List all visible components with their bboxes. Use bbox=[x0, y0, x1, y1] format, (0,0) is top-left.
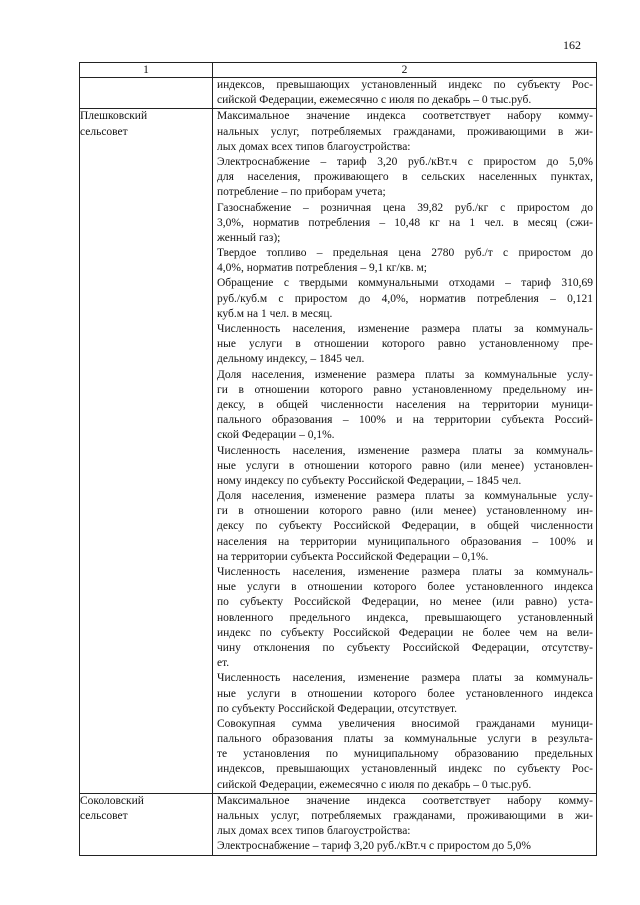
text-line: сийской Федерации, ежемесячно с июля по декабрь – 0 тыс.руб. bbox=[217, 94, 532, 107]
paragraph bbox=[217, 155, 593, 201]
text-line: по субъекту Российской Федерации, но менее (или равно) уста- bbox=[217, 596, 593, 609]
text-line: ные услуги в отношении которого более установленного индекса bbox=[217, 581, 593, 594]
municipality-cell bbox=[80, 109, 213, 793]
text-line: потребление – по приборам учета; bbox=[217, 186, 386, 199]
text-line: лых домах всех типов благоустройства: bbox=[217, 825, 411, 838]
paragraph bbox=[217, 78, 593, 108]
text-line: лых домах всех типов благоустройства: bbox=[217, 140, 411, 153]
text-line: ные услуги в отношении которого более установленного индекса bbox=[217, 687, 593, 700]
municipality-cell bbox=[80, 78, 213, 109]
paragraph bbox=[217, 201, 593, 247]
text-line: те установления по муниципальному образованию предельных bbox=[217, 748, 593, 761]
text-line: Численность населения, изменение размера платы за коммуналь- bbox=[217, 566, 593, 578]
text-line: дексу по субъекту Российской Федерации, в общей численности bbox=[217, 520, 593, 533]
description-text bbox=[213, 794, 596, 855]
paragraph bbox=[217, 489, 593, 565]
text-line: дельному индексу, – 1845 чел. bbox=[217, 353, 365, 366]
column-header-1: 1 bbox=[80, 63, 213, 78]
paragraph bbox=[217, 671, 593, 717]
text-line: ные услуги в отношении которого равно (или менее) установлен- bbox=[217, 459, 593, 472]
text-line: населения на территории муниципального образования – 100% и bbox=[217, 535, 593, 548]
text-line: Совокупная сумма увеличения вносимой гражданами муници- bbox=[217, 717, 593, 730]
text-line: индексов, превышающих установленный индекс по субъекту Рос- bbox=[217, 79, 593, 91]
text-line: женный газ); bbox=[217, 231, 281, 244]
table-row bbox=[80, 109, 597, 793]
text-line: ги в отношении которого равно установленному предельному ин- bbox=[217, 383, 593, 396]
text-line: ному индексу по субъекту Российской Федерации, – 1845 чел. bbox=[217, 474, 522, 487]
text-line: индексов, превышающих установленный индекс по субъекту Рос- bbox=[217, 763, 593, 776]
text-line: пального образования – 100% и на территории субъекта Россий- bbox=[217, 414, 593, 427]
text-line: чину отклонения по субъекту Российской Федерации, отсутству- bbox=[217, 641, 593, 654]
text-line: ные услуги в отношении которого равно установленному пре- bbox=[217, 338, 593, 351]
text-line: пального образования платы за коммунальные услуги в результа- bbox=[217, 733, 593, 746]
text-line: на территории субъекта Российской Федерации – 0,1%. bbox=[217, 550, 489, 563]
municipality-name-line: сельсовет bbox=[80, 810, 128, 823]
text-line: куб.м на 1 чел. в месяц. bbox=[217, 307, 333, 320]
page-number: 162 bbox=[563, 38, 581, 52]
table-row bbox=[80, 78, 597, 109]
paragraph bbox=[217, 444, 593, 490]
text-line: 3,0%, норматив потребления – 10,48 кг на 1 чел. в месяц (сжи- bbox=[217, 216, 593, 229]
text-line: ги в отношении которого равно (или менее) установленному ин- bbox=[217, 505, 593, 518]
text-line: Доля населения, изменение размера платы за коммунальные услу- bbox=[217, 368, 593, 381]
municipality-name-line: Плешковский bbox=[80, 110, 148, 123]
text-line: Численность населения, изменение размера платы за коммуналь- bbox=[217, 672, 593, 685]
paragraph bbox=[217, 276, 593, 322]
municipality-name-line: сельсовет bbox=[80, 125, 128, 138]
paragraph bbox=[217, 246, 593, 276]
text-line: Максимальное значение индекса соответствует набору комму- bbox=[217, 110, 593, 123]
text-line: индекс по субъекту Российской Федерации не более чем на вели- bbox=[217, 626, 593, 639]
text-line: Электроснабжение – тариф 3,20 руб./кВт.ч с приростом до 5,0% bbox=[217, 840, 531, 853]
text-line: Максимальное значение индекса соответствует набору комму- bbox=[217, 794, 593, 807]
table-row bbox=[80, 793, 597, 855]
text-line: ской Федерации – 0,1%. bbox=[217, 429, 335, 442]
paragraph bbox=[217, 109, 593, 155]
text-line: Твердое топливо – предельная цена 2780 руб./т с приростом до bbox=[217, 247, 593, 260]
text-line: по субъекту Российской Федерации, отсутствует. bbox=[217, 702, 458, 715]
text-line: нальных услуг, потребляемых гражданами, проживающими в жи- bbox=[217, 125, 593, 138]
description-cell bbox=[213, 793, 597, 855]
description-text bbox=[213, 78, 596, 108]
text-line: 4,0%, норматив потребления – 9,1 кг/кв. м; bbox=[217, 262, 427, 275]
paragraph bbox=[217, 368, 593, 444]
table-body bbox=[80, 78, 597, 856]
text-line: дексу, в общей численности населения на территории муници- bbox=[217, 398, 593, 411]
paragraph bbox=[217, 839, 593, 854]
municipality-cell bbox=[80, 793, 213, 855]
table-header-row bbox=[80, 63, 597, 78]
text-line: сийской Федерации, ежемесячно с июля по декабрь – 0 тыс.руб. bbox=[217, 778, 532, 791]
municipal-index-table bbox=[79, 62, 597, 856]
paragraph bbox=[217, 322, 593, 368]
text-line: руб./куб.м с приростом до 4,0%, норматив потребления – 0,121 bbox=[217, 292, 593, 305]
text-line: Численность населения, изменение размера платы за коммуналь- bbox=[217, 444, 593, 457]
text-line: ет. bbox=[217, 657, 230, 670]
text-line: нальных услуг, потребляемых гражданами, проживающими в жи- bbox=[217, 810, 593, 822]
description-cell bbox=[213, 109, 597, 793]
text-line: Газоснабжение – розничная цена 39,82 руб./кг с приростом до bbox=[217, 201, 593, 214]
column-header-2: 2 bbox=[213, 63, 597, 78]
municipality-name-line: Соколовский bbox=[80, 794, 144, 807]
text-line: Электроснабжение – тариф 3,20 руб./кВт.ч с приростом до 5,0% bbox=[217, 155, 593, 168]
text-line: новленного предельного индекса, превышающего установленный bbox=[217, 611, 593, 624]
paragraph bbox=[217, 565, 593, 671]
description-cell bbox=[213, 78, 597, 109]
text-line: для населения, проживающего в сельских населенных пунктах, bbox=[217, 171, 593, 184]
text-line: Численность населения, изменение размера платы за коммуналь- bbox=[217, 323, 593, 335]
text-line: Доля населения, изменение размера платы за коммунальные услу- bbox=[217, 490, 593, 503]
description-text bbox=[213, 109, 596, 792]
paragraph bbox=[217, 794, 593, 840]
text-line: Обращение с твердыми коммунальными отходами – тариф 310,69 bbox=[217, 277, 593, 290]
paragraph bbox=[217, 717, 593, 793]
